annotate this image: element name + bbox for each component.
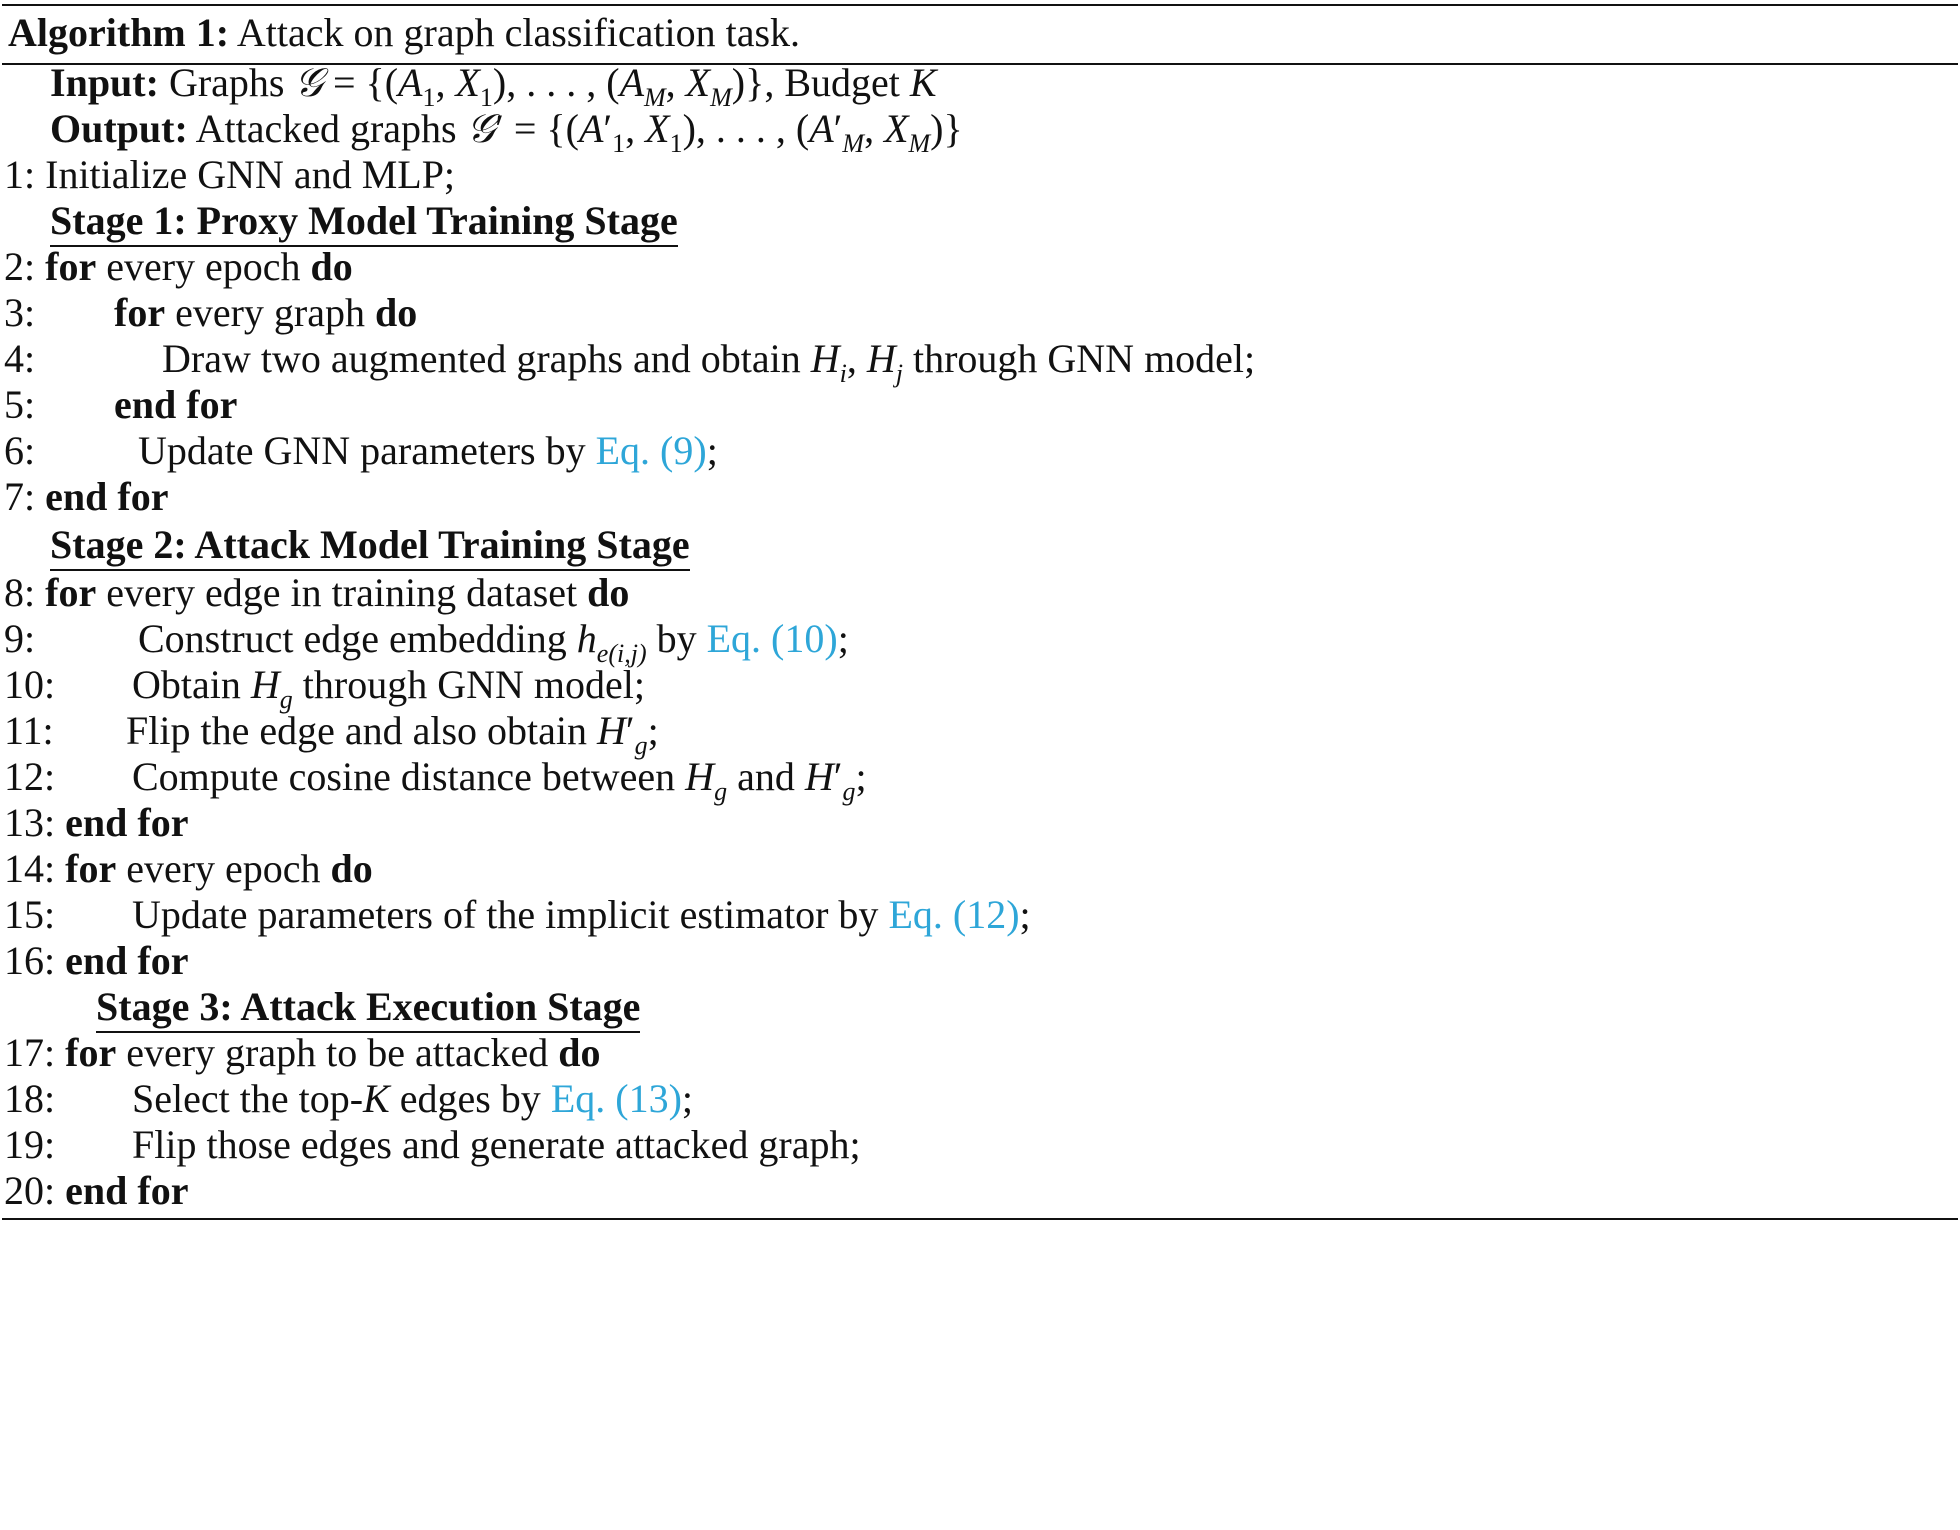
keyword-end-for: end for bbox=[114, 382, 238, 427]
line-number: 9: bbox=[4, 616, 36, 661]
line-number: 8: bbox=[4, 570, 36, 615]
stage-title: Stage 2: Attack Model Training Stage bbox=[50, 522, 690, 571]
line-text: every edge in training dataset bbox=[106, 570, 578, 615]
line-formula: $H_g$ bbox=[685, 754, 728, 806]
line-number: 1: bbox=[4, 152, 36, 197]
algo-line-6: 6: Update GNN parameters by Eq. (9); bbox=[4, 426, 718, 476]
k-symbol: K bbox=[363, 1076, 390, 1121]
algo-line-15: 15: Update parameters of the implicit estimator by Eq. (12); bbox=[4, 890, 1031, 940]
keyword-do: do bbox=[558, 1030, 601, 1075]
algo-line-20 bbox=[4, 1166, 188, 1216]
algo-line-19 bbox=[4, 1120, 861, 1170]
line-number: 5: bbox=[4, 382, 36, 427]
algo-line-5 bbox=[4, 380, 237, 430]
stage-1-heading bbox=[50, 196, 678, 246]
keyword-do: do bbox=[310, 244, 353, 289]
line-text-tail: edges by bbox=[399, 1076, 541, 1121]
algo-line-3 bbox=[4, 288, 417, 338]
algo-line-7 bbox=[4, 472, 168, 522]
line-text-tail: through GNN model; bbox=[912, 336, 1256, 381]
stage-title: Stage 3: Attack Execution Stage bbox=[96, 984, 640, 1033]
line-number: 13: bbox=[4, 800, 56, 845]
input-budget-text: , Budget bbox=[764, 60, 910, 105]
line-number: 14: bbox=[4, 846, 56, 891]
equation-link[interactable]: Eq. (10) bbox=[706, 616, 838, 661]
line-text-tail: through GNN model; bbox=[302, 662, 645, 707]
line-text-and: and bbox=[737, 754, 795, 799]
line-number: 6: bbox=[4, 428, 36, 473]
keyword-end-for: end for bbox=[65, 1168, 189, 1213]
algo-line-18: 18: Select the top-K edges by Eq. (13); bbox=[4, 1074, 693, 1124]
line-text: every epoch bbox=[106, 244, 301, 289]
line-formula: $H'_g$ bbox=[597, 708, 648, 760]
output-label: Output: bbox=[50, 106, 188, 151]
keyword-do: do bbox=[587, 570, 630, 615]
keyword-do: do bbox=[330, 846, 373, 891]
keyword-for: for bbox=[114, 290, 166, 335]
algorithm-title: Attack on graph classification task. bbox=[236, 10, 801, 55]
line-text: Initialize GNN and MLP; bbox=[45, 152, 456, 197]
output-formula: 𝒢′ = {($A'_1$, $X_1$), . . . , ($A'_M$, $X_M$)} bbox=[466, 106, 963, 158]
line-number: 2: bbox=[4, 244, 36, 289]
line-number: 11: bbox=[4, 708, 54, 753]
bottom-rule bbox=[2, 1218, 1958, 1220]
line-number: 16: bbox=[4, 938, 56, 983]
output-text: Attacked graphs bbox=[195, 106, 457, 151]
input-formula: 𝒢 = {($A_1$, $X_1$), . . . , ($A_M$, $X_M$)} bbox=[294, 60, 765, 112]
line-number: 3: bbox=[4, 290, 36, 335]
algo-line-1 bbox=[4, 150, 455, 200]
keyword-do: do bbox=[374, 290, 418, 335]
line-formula: $H_g$ bbox=[250, 662, 293, 714]
stage-title: Stage 1: Proxy Model Training Stage bbox=[50, 198, 678, 247]
line-number: 7: bbox=[4, 474, 36, 519]
line-text: Select the top- bbox=[132, 1076, 364, 1121]
input-label: Input: bbox=[50, 60, 159, 105]
algo-line-4 bbox=[4, 334, 1256, 388]
keyword-for: for bbox=[65, 846, 117, 891]
line-text: every graph to be attacked bbox=[126, 1030, 549, 1075]
line-number: 10: bbox=[4, 662, 56, 707]
algorithm-caption bbox=[8, 8, 800, 58]
algo-line-9: 9: Construct edge embedding $h_{e(i,j)}$ by Eq. (10); bbox=[4, 616, 849, 668]
keyword-for: for bbox=[45, 244, 97, 289]
algo-line-12: 12: Compute cosine distance between $H_g$ and $H'_g$; bbox=[4, 754, 867, 806]
algo-line-16 bbox=[4, 936, 188, 986]
line-number: 4: bbox=[4, 336, 36, 381]
line-number: 18: bbox=[4, 1076, 56, 1121]
algo-line-13 bbox=[4, 798, 188, 848]
input-text: Graphs bbox=[168, 60, 285, 105]
algo-line-10 bbox=[4, 660, 645, 714]
algorithm-label: Algorithm 1: bbox=[8, 10, 230, 55]
line-number: 20: bbox=[4, 1168, 56, 1213]
budget-symbol: K bbox=[909, 60, 937, 105]
line-text: Flip the edge and also obtain bbox=[126, 708, 588, 753]
line-text: Compute cosine distance between bbox=[132, 754, 676, 799]
line-text: Draw two augmented graphs and obtain bbox=[162, 336, 801, 381]
line-text: every graph bbox=[175, 290, 365, 335]
line-formula-2: $H'_g$ bbox=[804, 754, 856, 806]
equation-link[interactable]: Eq. (12) bbox=[888, 892, 1020, 937]
line-text: Update parameters of the implicit estimator by bbox=[132, 892, 879, 937]
line-formula: $h_{e(i,j)}$ bbox=[576, 616, 647, 668]
line-number: 17: bbox=[4, 1030, 56, 1075]
keyword-for: for bbox=[65, 1030, 117, 1075]
output-line bbox=[50, 104, 963, 158]
line-text-by: by bbox=[656, 616, 697, 661]
algo-line-14 bbox=[4, 844, 373, 894]
equation-link[interactable]: Eq. (9) bbox=[595, 428, 707, 473]
line-number: 12: bbox=[4, 754, 56, 799]
line-text: every epoch bbox=[126, 846, 321, 891]
algo-line-17 bbox=[4, 1028, 600, 1078]
stage-3-heading bbox=[96, 982, 640, 1032]
top-rule bbox=[2, 4, 1958, 6]
line-formula: $H_i$, $H_j$ bbox=[810, 336, 903, 388]
input-line bbox=[50, 58, 937, 112]
line-text: Obtain bbox=[132, 662, 241, 707]
line-number: 15: bbox=[4, 892, 56, 937]
algo-line-11: 11: Flip the edge and also obtain $H'_g$; bbox=[4, 708, 659, 760]
line-number: 19: bbox=[4, 1122, 56, 1167]
stage-2-heading bbox=[50, 520, 690, 570]
algo-line-2 bbox=[4, 242, 353, 292]
keyword-end-for: end for bbox=[65, 938, 189, 983]
line-text: Construct edge embedding bbox=[138, 616, 567, 661]
algo-line-8 bbox=[4, 568, 629, 618]
keyword-end-for: end for bbox=[45, 474, 169, 519]
line-text: Update GNN parameters by bbox=[138, 428, 586, 473]
equation-link[interactable]: Eq. (13) bbox=[550, 1076, 682, 1121]
keyword-end-for: end for bbox=[65, 800, 189, 845]
line-text: Flip those edges and generate attacked graph; bbox=[132, 1122, 861, 1167]
keyword-for: for bbox=[45, 570, 97, 615]
